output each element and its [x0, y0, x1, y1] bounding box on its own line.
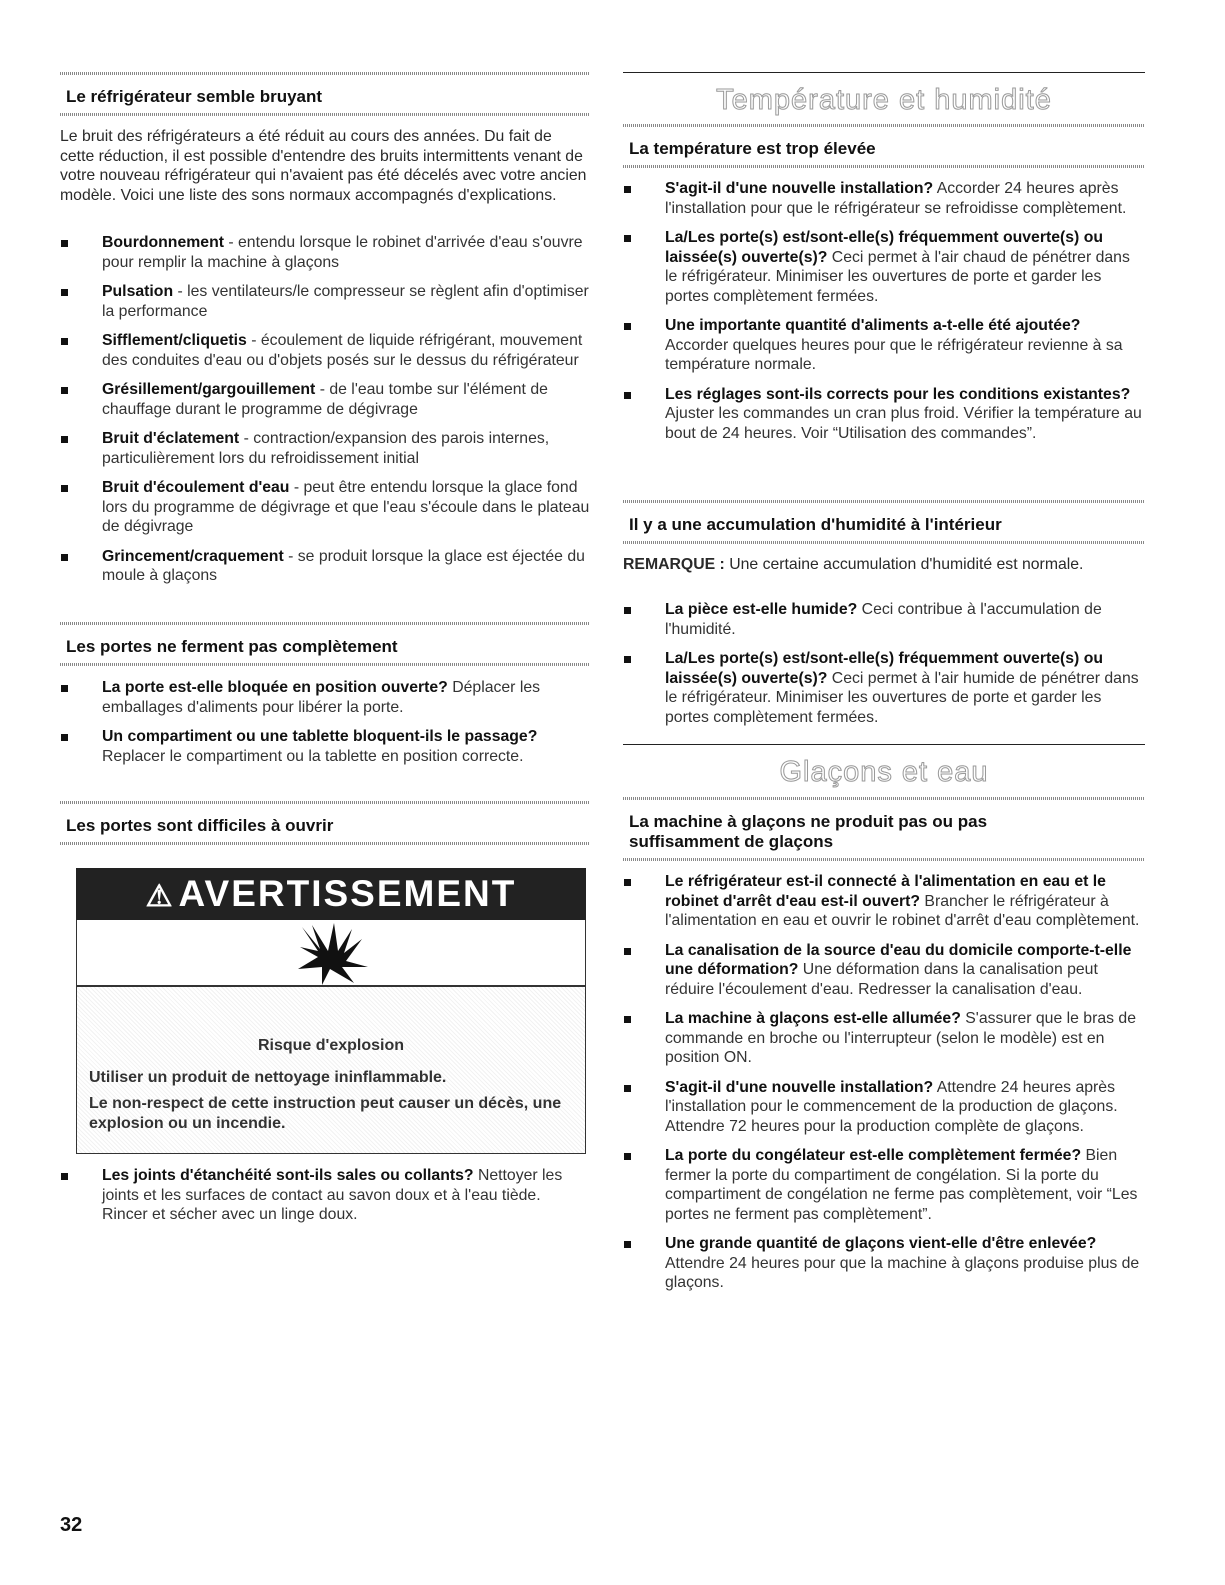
list-item [623, 649, 1145, 727]
item-title: Grincement/craquement [102, 547, 284, 565]
item-title: Les joints d'étanchéité sont-ils sales ou collants? [102, 1167, 474, 1184]
explosion-icon [78, 921, 584, 985]
item-title: Les réglages sont-ils corrects pour les conditions existantes? [665, 385, 1131, 403]
humid-note-label: REMARQUE : [623, 556, 725, 573]
item-text: - de l'eau tombe sur l'élément de chauffage durant le programme de dégivrage [102, 381, 548, 418]
list-item [623, 1009, 1145, 1068]
list-item [623, 316, 1145, 375]
doors-close-heading-block [60, 622, 590, 666]
temp-heading-block [623, 124, 1145, 168]
item-text: Accorder 24 heures après l'installation pour que le réfrigérateur se refroidisse complètement. [665, 180, 1127, 217]
warning-title: AVERTISSEMENT [178, 873, 517, 914]
divider [623, 165, 1145, 168]
warning-box [76, 868, 586, 1154]
item-title: Bruit d'écoulement d'eau [102, 479, 290, 496]
ice-heading-block [623, 797, 1145, 861]
item-title: Sifflement/cliquetis [102, 332, 247, 349]
divider [623, 541, 1145, 544]
divider [60, 842, 590, 845]
item-title: La canalisation de la source d'eau du domicile comporte-t-elle une déformation? [665, 941, 1132, 978]
noise-heading-block [60, 72, 590, 116]
item-text: Ceci permet à l'air humide de pénétrer dans le réfrigérateur. Minimiser les ouvertures de porte et garder les portes complètement fermées. [665, 669, 1139, 726]
list-item [60, 282, 590, 321]
page-number: 32 [60, 1514, 83, 1536]
item-title: Le réfrigérateur est-il connecté à l'alimentation en eau et le robinet d'arrêt d'eau est-il ouvert? [665, 873, 1106, 910]
list-item [60, 429, 590, 468]
divider [60, 663, 590, 666]
list-item [623, 385, 1145, 444]
list-item [60, 547, 590, 586]
item-text: Une déformation dans la canalisation peut réduire l'écoulement d'eau. Redresser la canalisation d'eau. [665, 961, 1098, 998]
item-text: Replacer le compartiment ou la tablette en position correcte. [102, 747, 524, 765]
divider [623, 858, 1145, 861]
warning-risk: Risque d'explosion [257, 1037, 405, 1054]
doors-close-heading: Les portes ne ferment pas complètement [66, 637, 398, 656]
warning-line-1: Utiliser un produit de nettoyage ininflammable. [89, 1069, 447, 1086]
item-text: Attendre 24 heures pour que la machine à glaçons produise plus de glaçons. [665, 1254, 1140, 1291]
list-item [623, 941, 1145, 1000]
list-item [623, 872, 1145, 931]
noise-heading: Le réfrigérateur semble bruyant [66, 87, 323, 106]
humid-note [623, 555, 1145, 575]
item-title: Pulsation [102, 283, 174, 300]
list-item [623, 1234, 1145, 1293]
item-title: S'agit-il d'une nouvelle installation? [665, 1078, 934, 1096]
item-title: Bruit d'éclatement [102, 430, 240, 447]
list-item [60, 678, 590, 717]
warning-line-2: Le non-respect de cette instruction peut causer un décès, une explosion ou un incendie. [89, 1095, 562, 1132]
list-item [623, 600, 1145, 639]
humid-heading-block [623, 500, 1145, 544]
section-title-ice: Glaçons et eau [779, 756, 989, 788]
item-text: - contraction/expansion des parois internes, particulièrement lors du refroidissement initial [102, 430, 550, 467]
item-title: La pièce est-elle humide? [665, 601, 858, 618]
list-item [60, 478, 590, 537]
item-text: Brancher le réfrigérateur à l'alimentation en eau et ouvrir le robinet d'arrêt d'eau complètement. [665, 892, 1140, 929]
ice-list [623, 872, 1145, 1303]
item-title: La/Les porte(s) est/sont-elle(s) fréquemment ouverte(s) ou laissée(s) ouverte(s)? [665, 229, 1104, 266]
list-item [60, 380, 590, 419]
item-text: - se produit lorsque la glace est éjectée du moule à glaçons [102, 547, 585, 584]
item-text: Ceci permet à l'air chaud de pénétrer dans le réfrigérateur. Minimiser les ouvertures de porte et garder les portes complètement fermées. [665, 248, 1130, 305]
section-rule [623, 72, 1145, 73]
list-item [623, 228, 1145, 306]
list-item [60, 1166, 590, 1225]
item-text: - entendu lorsque le robinet d'arrivée d'eau s'ouvre pour remplir la machine à glaçons [102, 234, 583, 271]
item-text: - peut être entendu lorsque la glace fond lors du programme de dégivrage et que l'eau s'écoule dans le plateau de dégivrage [102, 479, 590, 535]
item-title: La machine à glaçons est-elle allumée? [665, 1010, 961, 1027]
item-text: Bien fermer la porte du compartiment de congélation. Si la porte du compartiment de congélation ne ferme pas complètement, voir “Les portes ne ferment pas complètement”. [665, 1147, 1138, 1223]
seals-list [60, 1166, 590, 1235]
doors-close-list [60, 678, 590, 776]
divider [60, 113, 590, 116]
item-title: Une grande quantité de glaçons vient-elle d'être enlevée? [665, 1235, 1097, 1252]
humid-heading: Il y a une accumulation d'humidité à l'intérieur [629, 515, 1002, 534]
item-text: - écoulement de liquide réfrigérant, mouvement des conduites d'eau ou d'objets posés sur le dessus du réfrigérateur [102, 332, 583, 369]
doors-open-heading: Les portes sont difficiles à ouvrir [66, 816, 334, 835]
list-item [60, 233, 590, 272]
item-title: Grésillement/gargouillement [102, 381, 316, 398]
item-title: La/Les porte(s) est/sont-elle(s) fréquemment ouverte(s) ou laissée(s) ouverte(s)? [665, 650, 1104, 687]
item-title: Un compartiment ou une tablette bloquent-ils le passage? [102, 728, 538, 745]
item-text: Nettoyer les joints et les surfaces de contact au savon doux et à l'eau tiède. Rincer et sécher avec un linge doux. [102, 1167, 563, 1223]
list-item [623, 179, 1145, 218]
section-title-temperature: Température et humidité [716, 84, 1052, 116]
item-text: Ceci contribue à l'accumulation de l'humidité. [665, 601, 1102, 638]
list-item [623, 1078, 1145, 1137]
item-text: - les ventilateurs/le compresseur se règlent afin d'optimiser la performance [102, 283, 589, 320]
warning-header [76, 868, 586, 920]
item-text: S'assurer que le bras de commande en broche ou l'interrupteur (selon le modèle) est en position ON. [665, 1010, 1136, 1066]
list-item [623, 1146, 1145, 1224]
warning-triangle-icon: ⚠ [145, 880, 175, 913]
item-title: La porte est-elle bloquée en position ouverte? [102, 679, 448, 696]
item-text: Déplacer les emballages d'aliments pour libérer la porte. [102, 679, 541, 716]
item-title: La porte du congélateur est-elle complètement fermée? [665, 1147, 1082, 1164]
item-text: Ajuster les commandes un cran plus froid. Vérifier la température au bout de 24 heures. Voir “Utilisation des commandes”. [665, 405, 1142, 442]
list-item [60, 727, 590, 766]
humid-list [623, 600, 1145, 737]
list-item [60, 331, 590, 370]
noise-intro: Le bruit des réfrigérateurs a été réduit au cours des années. Du fait de cette réduction, il est possible d'entendre des bruits intermittents venant de votre nouveau réfrigérateur qui n'avaient pas été décelés avec votre ancien modèle. Voici une liste des sons normaux accompagnés d'explications. [60, 128, 587, 204]
noise-list [60, 233, 590, 596]
ice-heading: La machine à glaçons ne produit pas ou pas suffisamment de glaçons [629, 812, 988, 851]
humid-note-text: Une certaine accumulation d'humidité est normale. [724, 556, 1084, 573]
item-title: Bourdonnement [102, 234, 224, 251]
item-title: Une importante quantité d'aliments a-t-elle été ajoutée? [665, 317, 1081, 334]
temp-heading: La température est trop élevée [629, 139, 876, 158]
temp-list [623, 179, 1145, 453]
item-text: Attendre 24 heures après l'installation pour le commencement de la production de glaçons. Attendre 72 heures pour la production complète de glaçons. [665, 1078, 1118, 1135]
doors-open-heading-block [60, 801, 590, 845]
item-text: Accorder quelques heures pour que le réfrigérateur revienne à sa température normale. [665, 336, 1123, 373]
item-title: S'agit-il d'une nouvelle installation? [665, 180, 934, 197]
section-rule [623, 744, 1145, 745]
